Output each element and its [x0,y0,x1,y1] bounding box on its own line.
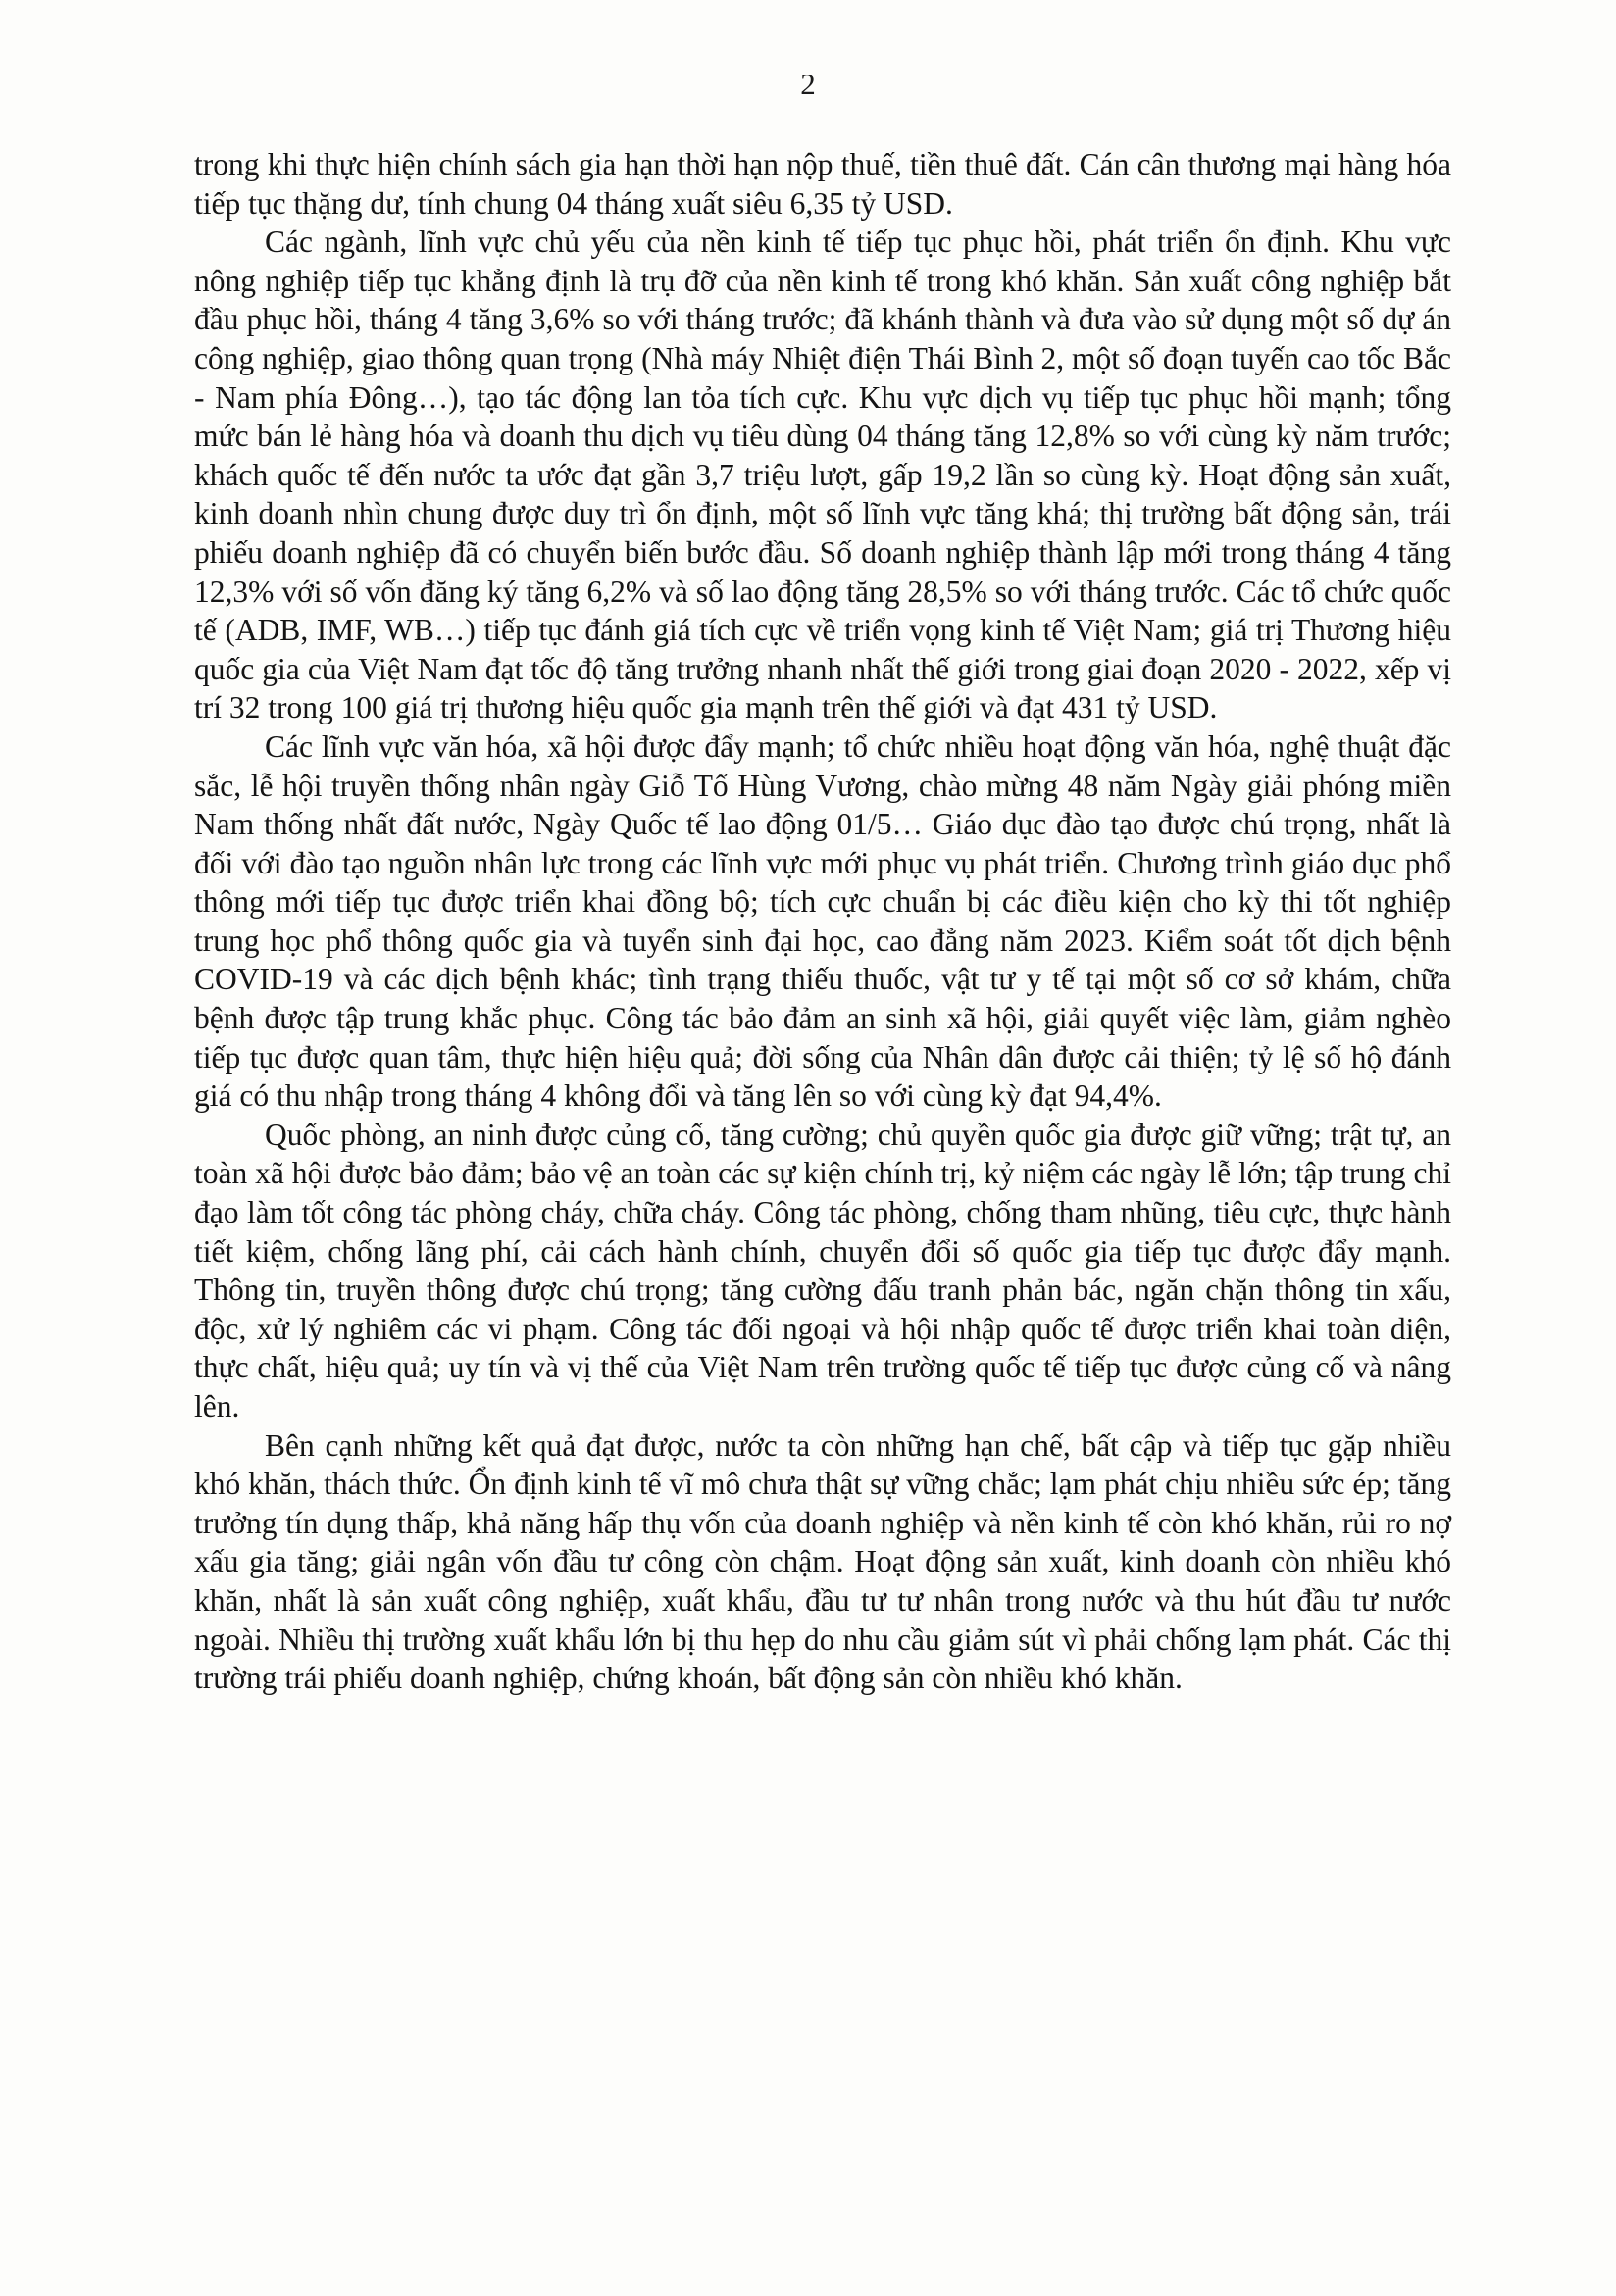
paragraph-limitations: Bên cạnh những kết quả đạt được, nước ta còn những hạn chế, bất cập và tiếp tục gặp nhiều khó khăn, thách thức. Ổn định kinh tế vĩ mô chưa thật sự vững chắc; lạm phát chịu nhiều sức ép; tăng trưởng tín dụng thấp, khả năng hấp thụ vốn của doanh nghiệp và nền kinh tế còn khó khăn, rủi ro nợ xấu gia tăng; giải ngân vốn đầu tư công còn chậm. Hoạt động sản xuất, kinh doanh còn nhiều khó khăn, nhất là sản xuất công nghiệp, xuất khẩu, đầu tư tư nhân trong nước và thu hút đầu tư nước ngoài. Nhiều thị trường xuất khẩu lớn bị thu hẹp do nhu cầu giảm sút vì phải chống lạm phát. Các thị trường trái phiếu doanh nghiệp, chứng khoán, bất động sản còn nhiều khó khăn. [194,1427,1451,1696]
paragraph-defense-security: Quốc phòng, an ninh được củng cố, tăng cường; chủ quyền quốc gia được giữ vững; trật tự, an toàn xã hội được bảo đảm; bảo vệ an toàn các sự kiện chính trị, kỷ niệm các ngày lễ lớn; tập trung chỉ đạo làm tốt công tác phòng cháy, chữa cháy. Công tác phòng, chống tham nhũng, tiêu cực, thực hành tiết kiệm, chống lãng phí, cải cách hành chính, chuyển đổi số quốc gia tiếp tục được đẩy mạnh. Thông tin, truyền thông được chú trọng; tăng cường đấu tranh phản bác, ngăn chặn thông tin xấu, độc, xử lý nghiêm các vi phạm. Công tác đối ngoại và hội nhập quốc tế được triển khai toàn diện, thực chất, hiệu quả; uy tín và vị thế của Việt Nam trên trường quốc tế tiếp tục được củng cố và nâng lên. [194,1117,1451,1423]
paragraph-culture-society: Các lĩnh vực văn hóa, xã hội được đẩy mạnh; tổ chức nhiều hoạt động văn hóa, nghệ thuật đặc sắc, lễ hội truyền thống nhân ngày Giỗ Tổ Hùng Vương, chào mừng 48 năm Ngày giải phóng miền Nam thống nhất đất nước, Ngày Quốc tế lao động 01/5… Giáo dục đào tạo được chú trọng, nhất là đối với đào tạo nguồn nhân lực trong các lĩnh vực mới phục vụ phát triển. Chương trình giáo dục phổ thông mới tiếp tục được triển khai đồng bộ; tích cực chuẩn bị các điều kiện cho kỳ thi tốt nghiệp trung học phổ thông quốc gia và tuyển sinh đại học, cao đẳng năm 2023. Kiểm soát tốt dịch bệnh COVID-19 và các dịch bệnh khác; tình trạng thiếu thuốc, vật tư y tế tại một số cơ sở khám, chữa bệnh được tập trung khắc phục. Công tác bảo đảm an sinh xã hội, giải quyết việc làm, giảm nghèo tiếp tục được quan tâm, thực hiện hiệu quả; đời sống của Nhân dân được cải thiện; tỷ lệ số hộ đánh giá có thu nhập trong tháng 4 không đổi và tăng lên so với cùng kỳ đạt 94,4%. [194,728,1451,1114]
paragraph-trade-balance: trong khi thực hiện chính sách gia hạn thời hạn nộp thuế, tiền thuê đất. Cán cân thương mại hàng hóa tiếp tục thặng dư, tính chung 04 tháng xuất siêu 6,35 tỷ USD. [194,147,1451,221]
paragraph-economic-sectors: Các ngành, lĩnh vực chủ yếu của nền kinh tế tiếp tục phục hồi, phát triển ổn định. Khu vực nông nghiệp tiếp tục khẳng định là trụ đỡ của nền kinh tế trong khó khăn. Sản xuất công nghiệp bắt đầu phục hồi, tháng 4 tăng 3,6% so với tháng trước; đã khánh thành và đưa vào sử dụng một số dự án công nghiệp, giao thông quan trọng (Nhà máy Nhiệt điện Thái Bình 2, một số đoạn tuyến cao tốc Bắc - Nam phía Đông…), tạo tác động lan tỏa tích cực. Khu vực dịch vụ tiếp tục phục hồi mạnh; tổng mức bán lẻ hàng hóa và doanh thu dịch vụ tiêu dùng 04 tháng tăng 12,8% so với cùng kỳ năm trước; khách quốc tế đến nước ta ước đạt gần 3,7 triệu lượt, gấp 19,2 lần so cùng kỳ. Hoạt động sản xuất, kinh doanh nhìn chung được duy trì ổn định, một số lĩnh vực tăng khá; thị trường bất động sản, trái phiếu doanh nghiệp đã có chuyển biến bước đầu. Số doanh nghiệp thành lập mới trong tháng 4 tăng 12,3% với số vốn đăng ký tăng 6,2% và số lao động tăng 28,5% so với tháng trước. Các tổ chức quốc tế (ADB, IMF, WB…) tiếp tục đánh giá tích cực về triển vọng kinh tế Việt Nam; giá trị Thương hiệu quốc gia của Việt Nam đạt tốc độ tăng trưởng nhanh nhất thế giới trong giai đoạn 2020 - 2022, xếp vị trí 32 trong 100 giá trị thương hiệu quốc gia mạnh trên thế giới và đạt 431 tỷ USD. [194,225,1451,725]
page-number: 2 [800,67,816,101]
document-body [194,145,1451,1698]
